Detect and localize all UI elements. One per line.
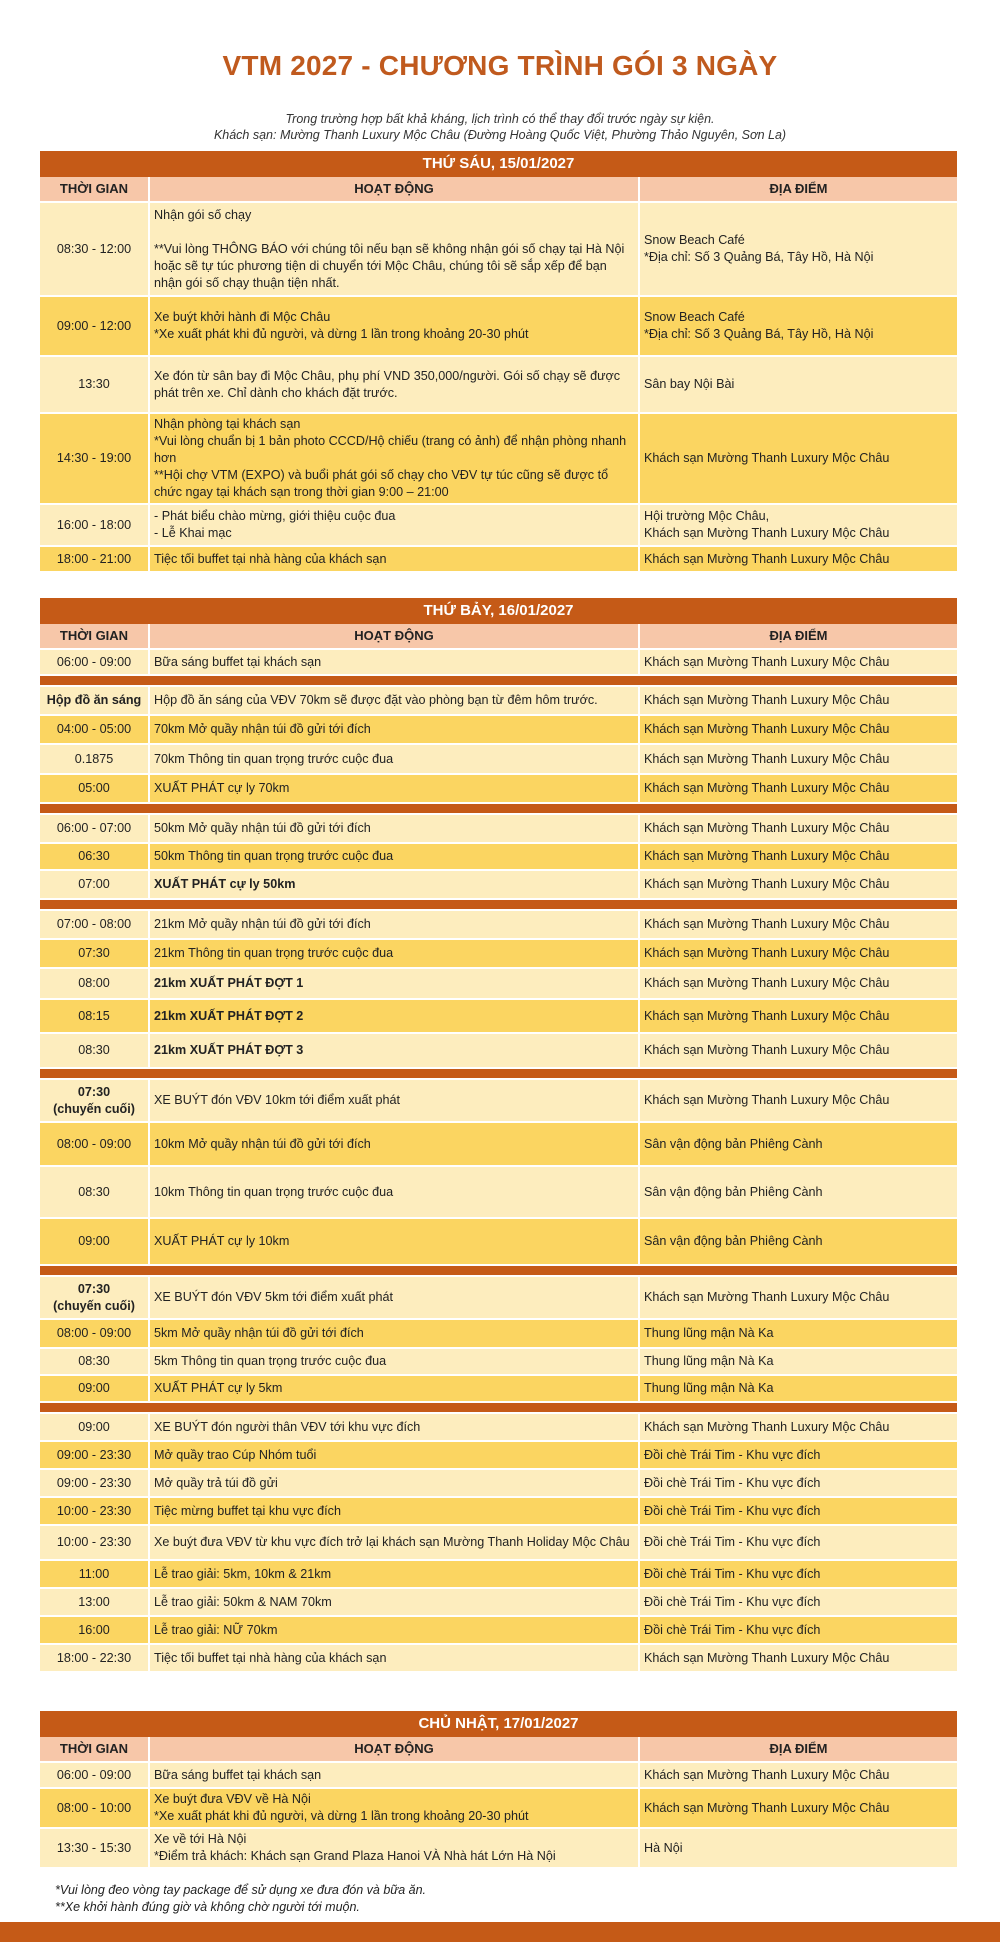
cell-activity: XUẤT PHÁT cự ly 70km bbox=[150, 775, 640, 804]
cell-activity: 10km Mở quầy nhận túi đồ gửi tới đích bbox=[150, 1123, 640, 1167]
column-header-location: ĐỊA ĐIỂM bbox=[640, 1737, 957, 1763]
cell-activity: 50km Thông tin quan trọng trước cuộc đua bbox=[150, 844, 640, 871]
cell-location: Sân vận động bản Phiêng Cành bbox=[640, 1167, 957, 1219]
cell-activity: Mở quầy trả túi đồ gửi bbox=[150, 1470, 640, 1498]
schedule-row bbox=[40, 1376, 957, 1403]
schedule-row bbox=[40, 414, 957, 505]
schedule-row bbox=[40, 940, 957, 969]
schedule-row bbox=[40, 203, 957, 297]
schedule-row bbox=[40, 1320, 957, 1349]
schedule-row bbox=[40, 650, 957, 676]
cell-activity: Bữa sáng buffet tại khách sạn bbox=[150, 650, 640, 676]
cell-time: 06:00 - 07:00 bbox=[40, 815, 150, 844]
cell-activity: Tiệc tối buffet tại nhà hàng của khách sạn bbox=[150, 1645, 640, 1673]
cell-location: Khách sạn Mường Thanh Luxury Mộc Châu bbox=[640, 1000, 957, 1034]
cell-location: Khách sạn Mường Thanh Luxury Mộc Châu bbox=[640, 547, 957, 573]
cell-activity: 21km XUẤT PHÁT ĐỢT 3 bbox=[150, 1034, 640, 1069]
cell-location: Khách sạn Mường Thanh Luxury Mộc Châu bbox=[640, 1414, 957, 1442]
cell-location: Khách sạn Mường Thanh Luxury Mộc Châu bbox=[640, 940, 957, 969]
cell-activity: Lễ trao giải: 5km, 10km & 21km bbox=[150, 1561, 640, 1589]
cell-activity: Xe buýt đưa VĐV từ khu vực đích trở lại khách sạn Mường Thanh Holiday Mộc Châu bbox=[150, 1526, 640, 1561]
schedule-row bbox=[40, 687, 957, 716]
schedule-row bbox=[40, 357, 957, 414]
cell-activity: Nhận gói số chạy **Vui lòng THÔNG BÁO với chúng tôi nếu bạn sẽ không nhận gói số chạy tại Hà Nội hoặc sẽ tự túc phương tiện di chuyển tới Mộc Châu, chúng tôi sẽ sắp xếp để bạn nhận gói số chạy thuận tiện nhất. bbox=[150, 203, 640, 297]
group-divider bbox=[40, 1069, 957, 1080]
cell-location: Đồi chè Trái Tim - Khu vực đích bbox=[640, 1442, 957, 1470]
cell-activity: 21km Thông tin quan trọng trước cuộc đua bbox=[150, 940, 640, 969]
cell-activity: XE BUÝT đón người thân VĐV tới khu vực đích bbox=[150, 1414, 640, 1442]
schedule-table bbox=[40, 177, 957, 573]
cell-location: Snow Beach Café *Địa chỉ: Số 3 Quảng Bá, Tây Hồ, Hà Nội bbox=[640, 297, 957, 357]
table-header-row bbox=[40, 1737, 957, 1763]
cell-location: Khách sạn Mường Thanh Luxury Mộc Châu bbox=[640, 1277, 957, 1320]
table-header-row bbox=[40, 177, 957, 203]
cell-time: 13:30 bbox=[40, 357, 150, 414]
group-divider bbox=[40, 900, 957, 911]
group-divider bbox=[40, 1266, 957, 1277]
cell-activity: XE BUÝT đón VĐV 10km tới điểm xuất phát bbox=[150, 1080, 640, 1123]
cell-time: 08:15 bbox=[40, 1000, 150, 1034]
group-divider bbox=[40, 676, 957, 687]
column-header-time: THỜI GIAN bbox=[40, 624, 150, 650]
cell-time: 09:00 bbox=[40, 1414, 150, 1442]
cell-time: 09:00 bbox=[40, 1376, 150, 1403]
schedule-row bbox=[40, 1349, 957, 1376]
schedule-row bbox=[40, 716, 957, 745]
column-header-time: THỜI GIAN bbox=[40, 177, 150, 203]
footnote-bus-departure: **Xe khởi hành đúng giờ và không chờ người tới muộn. bbox=[55, 1900, 360, 1914]
cell-time: 08:30 - 12:00 bbox=[40, 203, 150, 297]
cell-activity: Xe buýt đưa VĐV về Hà Nội *Xe xuất phát khi đủ người, và dừng 1 lần trong khoảng 20-30 phút bbox=[150, 1789, 640, 1829]
cell-location: Thung lũng mận Nà Ka bbox=[640, 1349, 957, 1376]
cell-location: Sân bay Nội Bài bbox=[640, 357, 957, 414]
cell-location: Khách sạn Mường Thanh Luxury Mộc Châu bbox=[640, 745, 957, 775]
cell-location: Khách sạn Mường Thanh Luxury Mộc Châu bbox=[640, 871, 957, 900]
cell-location: Khách sạn Mường Thanh Luxury Mộc Châu bbox=[640, 650, 957, 676]
cell-activity: Xe buýt khởi hành đi Mộc Châu *Xe xuất phát khi đủ người, và dừng 1 lần trong khoảng 20-30 phút bbox=[150, 297, 640, 357]
hotel-note: Khách sạn: Mường Thanh Luxury Mộc Châu (Đường Hoàng Quốc Việt, Phường Thảo Nguyên, Sơn La) bbox=[213, 128, 787, 142]
group-divider-bar bbox=[40, 804, 957, 815]
cell-location: Khách sạn Mường Thanh Luxury Mộc Châu bbox=[640, 911, 957, 940]
cell-location: Đồi chè Trái Tim - Khu vực đích bbox=[640, 1561, 957, 1589]
cell-time: 09:00 bbox=[40, 1219, 150, 1266]
cell-time: 09:00 - 23:30 bbox=[40, 1442, 150, 1470]
cell-time: 06:30 bbox=[40, 844, 150, 871]
schedule-row bbox=[40, 775, 957, 804]
disclaimer-note: Trong trường hợp bất khả kháng, lịch trình có thể thay đổi trước ngày sự kiện. bbox=[285, 112, 715, 126]
group-divider bbox=[40, 804, 957, 815]
schedule-row bbox=[40, 969, 957, 1000]
cell-location: Khách sạn Mường Thanh Luxury Mộc Châu bbox=[640, 687, 957, 716]
schedule-row bbox=[40, 1000, 957, 1034]
cell-time: 08:00 - 09:00 bbox=[40, 1320, 150, 1349]
cell-time: Hộp đồ ăn sáng bbox=[40, 687, 150, 716]
cell-time: 13:30 - 15:30 bbox=[40, 1829, 150, 1869]
cell-activity: 10km Thông tin quan trọng trước cuộc đua bbox=[150, 1167, 640, 1219]
cell-time: 07:30 (chuyến cuối) bbox=[40, 1277, 150, 1320]
schedule-row bbox=[40, 297, 957, 357]
cell-time: 09:00 - 12:00 bbox=[40, 297, 150, 357]
cell-time: 13:00 bbox=[40, 1589, 150, 1617]
cell-time: 06:00 - 09:00 bbox=[40, 1763, 150, 1789]
cell-time: 08:00 bbox=[40, 969, 150, 1000]
cell-location: Thung lũng mận Nà Ka bbox=[640, 1376, 957, 1403]
cell-activity: XE BUÝT đón VĐV 5km tới điểm xuất phát bbox=[150, 1277, 640, 1320]
schedule-row bbox=[40, 1526, 957, 1561]
cell-activity: Xe về tới Hà Nội *Điểm trả khách: Khách sạn Grand Plaza Hanoi VÀ Nhà hát Lớn Hà Nội bbox=[150, 1829, 640, 1869]
cell-time: 10:00 - 23:30 bbox=[40, 1498, 150, 1526]
schedule-row bbox=[40, 547, 957, 573]
schedule-row bbox=[40, 505, 957, 547]
schedule-row bbox=[40, 1442, 957, 1470]
schedule-row bbox=[40, 1080, 957, 1123]
group-divider-bar bbox=[40, 1266, 957, 1277]
schedule-row bbox=[40, 1498, 957, 1526]
cell-location: Đồi chè Trái Tim - Khu vực đích bbox=[640, 1526, 957, 1561]
schedule-row bbox=[40, 1123, 957, 1167]
schedule-row bbox=[40, 1167, 957, 1219]
cell-time: 08:30 bbox=[40, 1034, 150, 1069]
cell-time: 07:30 bbox=[40, 940, 150, 969]
cell-time: 09:00 - 23:30 bbox=[40, 1470, 150, 1498]
cell-location: Khách sạn Mường Thanh Luxury Mộc Châu bbox=[640, 1034, 957, 1069]
schedule-row bbox=[40, 1645, 957, 1673]
schedule-row bbox=[40, 1829, 957, 1869]
cell-activity: Hộp đồ ăn sáng của VĐV 70km sẽ được đặt vào phòng bạn từ đêm hôm trước. bbox=[150, 687, 640, 716]
cell-location: Khách sạn Mường Thanh Luxury Mộc Châu bbox=[640, 815, 957, 844]
cell-location: Khách sạn Mường Thanh Luxury Mộc Châu bbox=[640, 969, 957, 1000]
page-title: VTM 2027 - CHƯƠNG TRÌNH GÓI 3 NGÀY bbox=[222, 50, 778, 81]
cell-activity: 21km XUẤT PHÁT ĐỢT 1 bbox=[150, 969, 640, 1000]
column-header-activity: HOẠT ĐỘNG bbox=[150, 177, 640, 203]
cell-time: 10:00 - 23:30 bbox=[40, 1526, 150, 1561]
schedule-row bbox=[40, 1789, 957, 1829]
cell-time: 07:30 (chuyến cuối) bbox=[40, 1080, 150, 1123]
cell-location: Khách sạn Mường Thanh Luxury Mộc Châu bbox=[640, 1763, 957, 1789]
cell-time: 14:30 - 19:00 bbox=[40, 414, 150, 505]
cell-time: 18:00 - 21:00 bbox=[40, 547, 150, 573]
cell-time: 11:00 bbox=[40, 1561, 150, 1589]
cell-activity: Tiệc mừng buffet tại khu vực đích bbox=[150, 1498, 640, 1526]
day-section-sunday bbox=[40, 1711, 957, 1869]
cell-activity: Lễ trao giải: 50km & NAM 70km bbox=[150, 1589, 640, 1617]
cell-time: 0.1875 bbox=[40, 745, 150, 775]
cell-activity: 5km Mở quầy nhận túi đồ gửi tới đích bbox=[150, 1320, 640, 1349]
schedule-row bbox=[40, 745, 957, 775]
cell-time: 16:00 bbox=[40, 1617, 150, 1645]
cell-activity: Mở quầy trao Cúp Nhóm tuổi bbox=[150, 1442, 640, 1470]
cell-location: Hội trường Mộc Châu, Khách sạn Mường Thanh Luxury Mộc Châu bbox=[640, 505, 957, 547]
group-divider-bar bbox=[40, 1069, 957, 1080]
cell-activity: Bữa sáng buffet tại khách sạn bbox=[150, 1763, 640, 1789]
schedule-row bbox=[40, 1034, 957, 1069]
column-header-activity: HOẠT ĐỘNG bbox=[150, 624, 640, 650]
cell-activity: Tiệc tối buffet tại nhà hàng của khách sạn bbox=[150, 547, 640, 573]
cell-time: 08:30 bbox=[40, 1349, 150, 1376]
cell-time: 16:00 - 18:00 bbox=[40, 505, 150, 547]
column-header-location: ĐỊA ĐIỂM bbox=[640, 624, 957, 650]
footnote-wristband: *Vui lòng đeo vòng tay package để sử dụng xe đưa đón và bữa ăn. bbox=[55, 1883, 427, 1897]
column-header-location: ĐỊA ĐIỂM bbox=[640, 177, 957, 203]
group-divider bbox=[40, 1403, 957, 1414]
cell-location: Khách sạn Mường Thanh Luxury Mộc Châu bbox=[640, 775, 957, 804]
cell-location: Đồi chè Trái Tim - Khu vực đích bbox=[640, 1470, 957, 1498]
cell-time: 18:00 - 22:30 bbox=[40, 1645, 150, 1673]
day-section-friday bbox=[40, 151, 957, 573]
cell-location: Snow Beach Café *Địa chỉ: Số 3 Quảng Bá, Tây Hồ, Hà Nội bbox=[640, 203, 957, 297]
bottom-bar bbox=[0, 1922, 1000, 1942]
cell-activity: XUẤT PHÁT cự ly 50km bbox=[150, 871, 640, 900]
day-header-saturday: THỨ BẢY, 16/01/2027 bbox=[40, 598, 957, 624]
schedule-row bbox=[40, 911, 957, 940]
cell-time: 08:00 - 10:00 bbox=[40, 1789, 150, 1829]
cell-activity: - Phát biểu chào mừng, giới thiệu cuộc đua - Lễ Khai mạc bbox=[150, 505, 640, 547]
group-divider-bar bbox=[40, 900, 957, 911]
schedule-row bbox=[40, 871, 957, 900]
cell-activity: 5km Thông tin quan trọng trước cuộc đua bbox=[150, 1349, 640, 1376]
cell-location: Sân vận động bản Phiêng Cành bbox=[640, 1123, 957, 1167]
schedule-row bbox=[40, 1277, 957, 1320]
day-header-friday: THỨ SÁU, 15/01/2027 bbox=[40, 151, 957, 177]
schedule-row bbox=[40, 1763, 957, 1789]
cell-activity: XUẤT PHÁT cự ly 10km bbox=[150, 1219, 640, 1266]
schedule-row bbox=[40, 1219, 957, 1266]
cell-time: 08:00 - 09:00 bbox=[40, 1123, 150, 1167]
schedule-row bbox=[40, 844, 957, 871]
cell-activity: 21km XUẤT PHÁT ĐỢT 2 bbox=[150, 1000, 640, 1034]
cell-location: Thung lũng mận Nà Ka bbox=[640, 1320, 957, 1349]
cell-time: 07:00 - 08:00 bbox=[40, 911, 150, 940]
group-divider-bar bbox=[40, 1403, 957, 1414]
schedule-row bbox=[40, 1589, 957, 1617]
cell-location: Khách sạn Mường Thanh Luxury Mộc Châu bbox=[640, 1080, 957, 1123]
cell-activity: 21km Mở quầy nhận túi đồ gửi tới đích bbox=[150, 911, 640, 940]
cell-location: Sân vận động bản Phiêng Cành bbox=[640, 1219, 957, 1266]
cell-activity: Nhận phòng tại khách sạn *Vui lòng chuẩn bị 1 bản photo CCCD/Hộ chiếu (trang có ảnh) để nhận phòng nhanh hơn **Hội chợ VTM (EXPO) và buổi phát gói số chạy cho VĐV tự túc cũng sẽ được tổ chức ngay tại khách sạn trong thời gian 9:00 – 21:00 bbox=[150, 414, 640, 505]
cell-time: 07:00 bbox=[40, 871, 150, 900]
cell-activity: Xe đón từ sân bay đi Mộc Châu, phụ phí VND 350,000/người. Gói số chạy sẽ được phát trên xe. Chỉ dành cho khách đặt trước. bbox=[150, 357, 640, 414]
group-divider-bar bbox=[40, 676, 957, 687]
cell-activity: 70km Thông tin quan trọng trước cuộc đua bbox=[150, 745, 640, 775]
cell-location: Đồi chè Trái Tim - Khu vực đích bbox=[640, 1498, 957, 1526]
schedule-row bbox=[40, 1561, 957, 1589]
schedule-row bbox=[40, 1617, 957, 1645]
day-section-saturday bbox=[40, 598, 957, 1673]
schedule-table bbox=[40, 624, 957, 1673]
column-header-activity: HOẠT ĐỘNG bbox=[150, 1737, 640, 1763]
cell-location: Khách sạn Mường Thanh Luxury Mộc Châu bbox=[640, 844, 957, 871]
column-header-time: THỜI GIAN bbox=[40, 1737, 150, 1763]
cell-time: 05:00 bbox=[40, 775, 150, 804]
cell-location: Đồi chè Trái Tim - Khu vực đích bbox=[640, 1617, 957, 1645]
cell-activity: XUẤT PHÁT cự ly 5km bbox=[150, 1376, 640, 1403]
cell-activity: 70km Mở quầy nhận túi đồ gửi tới đích bbox=[150, 716, 640, 745]
cell-time: 04:00 - 05:00 bbox=[40, 716, 150, 745]
schedule-row bbox=[40, 1470, 957, 1498]
cell-activity: Lễ trao giải: NỮ 70km bbox=[150, 1617, 640, 1645]
cell-location: Khách sạn Mường Thanh Luxury Mộc Châu bbox=[640, 716, 957, 745]
cell-location: Khách sạn Mường Thanh Luxury Mộc Châu bbox=[640, 414, 957, 505]
cell-location: Khách sạn Mường Thanh Luxury Mộc Châu bbox=[640, 1789, 957, 1829]
table-header-row bbox=[40, 624, 957, 650]
schedule-row bbox=[40, 815, 957, 844]
schedule-table bbox=[40, 1737, 957, 1869]
schedule-row bbox=[40, 1414, 957, 1442]
cell-activity: 50km Mở quầy nhận túi đồ gửi tới đích bbox=[150, 815, 640, 844]
cell-location: Đồi chè Trái Tim - Khu vực đích bbox=[640, 1589, 957, 1617]
day-header-sunday: CHỦ NHẬT, 17/01/2027 bbox=[40, 1711, 957, 1737]
cell-time: 08:30 bbox=[40, 1167, 150, 1219]
cell-location: Hà Nội bbox=[640, 1829, 957, 1869]
cell-location: Khách sạn Mường Thanh Luxury Mộc Châu bbox=[640, 1645, 957, 1673]
cell-time: 06:00 - 09:00 bbox=[40, 650, 150, 676]
